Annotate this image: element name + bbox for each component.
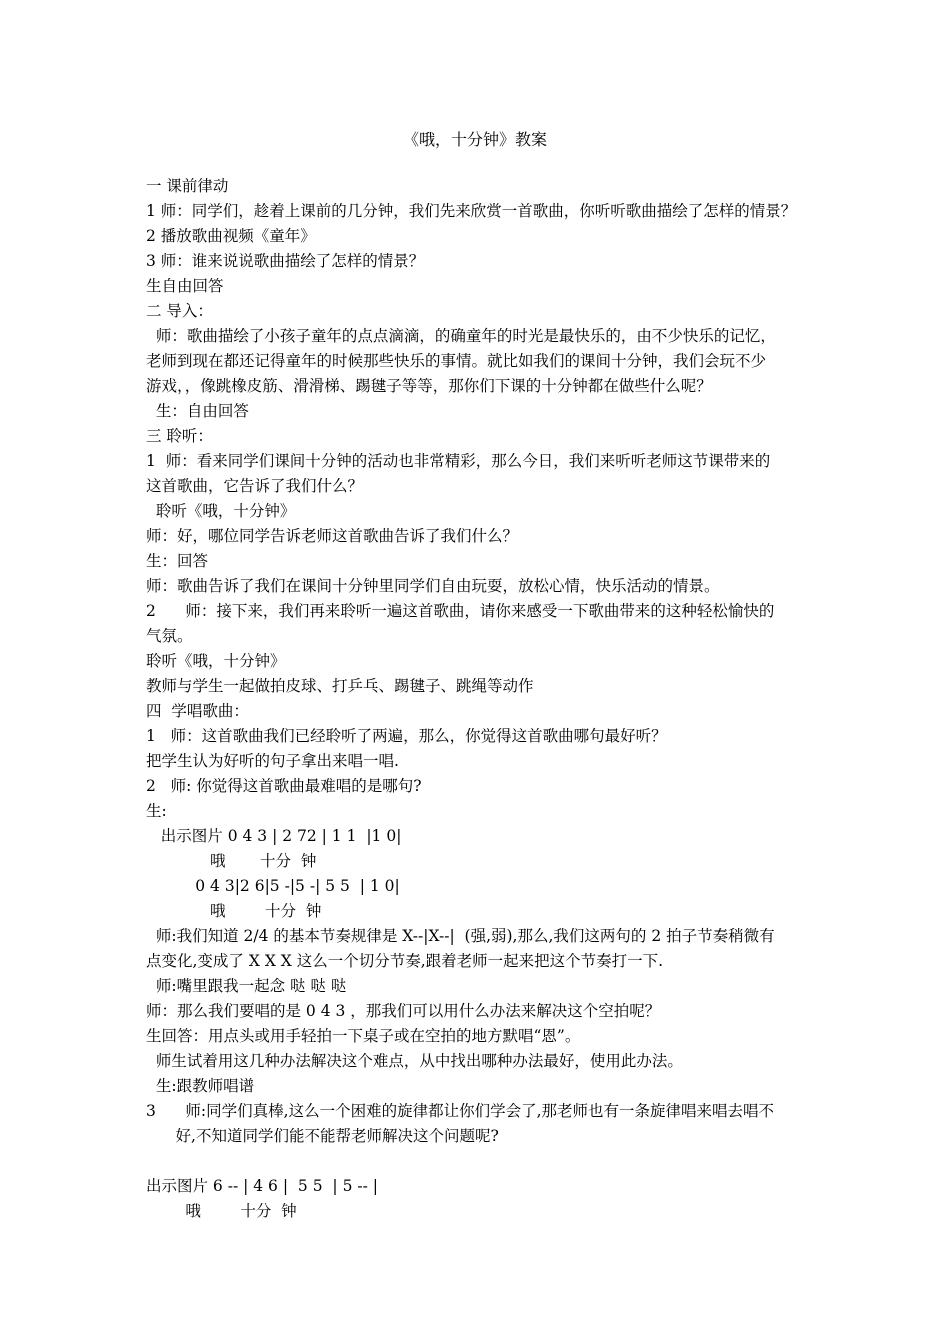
notation-line: 0 4 3|2 6|5 -|5 -| 5 5 | 1 0| xyxy=(146,877,400,895)
text-line: 生:跟教师唱谱 xyxy=(146,1077,255,1095)
text-line: 师：那么我们要唱的是 0 4 3 ，那我们可以用什么办法来解决这个空拍呢？ xyxy=(146,1002,661,1020)
text-line: 师：歌曲告诉了我们在课间十分钟里同学们自由玩耍，放松心情，快乐活动的情景。 xyxy=(146,577,720,595)
text-line: 师:嘴里跟我一起念 哒 哒 哒 xyxy=(146,977,347,995)
lyrics-line: 哦 十分 钟 xyxy=(146,852,317,870)
notation-line: 出示图片 6 -- | 4 6 | 5 5 | 5 -- | xyxy=(146,1177,378,1195)
text-line: 师:我们知道 2/4 的基本节奏规律是 X--|X--| (强,弱),那么,我们这两句的 2 拍子节奏稍微有 xyxy=(146,927,775,945)
text-line: 生: xyxy=(146,802,167,820)
text-line: 1 师：这首歌曲我们已经聆听了两遍，那么，你觉得这首歌曲哪句最好听？ xyxy=(146,727,667,745)
text-line: 2 师: 你觉得这首歌曲最难唱的是哪句? xyxy=(146,777,422,795)
text-line: 1 师：同学们，趁着上课前的几分钟，我们先来欣赏一首歌曲，你听听歌曲描绘了怎样的情景？ xyxy=(146,202,797,220)
text-line: 四 学唱歌曲： xyxy=(146,702,249,720)
text-line: 生：回答 xyxy=(146,552,209,570)
text-line: 聆听《哦，十分钟》 xyxy=(146,502,296,520)
text-line: 生自由回答 xyxy=(146,277,224,295)
text-line: 一 课前律动 xyxy=(146,177,229,195)
text-line: 师：好，哪位同学告诉老师这首歌曲告诉了我们什么？ xyxy=(146,527,519,545)
lyrics-line: 哦 十分 钟 xyxy=(146,902,322,920)
text-line: 三 聆听： xyxy=(146,427,213,445)
text-line: 把学生认为好听的句子拿出来唱一唱. xyxy=(146,752,399,770)
text-line: 气氛。 xyxy=(146,627,193,645)
text-line: 师：歌曲描绘了小孩子童年的点点滴滴，的确童年的时光是最快乐的，由不少快乐的记忆， xyxy=(146,327,776,345)
document-title: 《哦，十分钟》教案 xyxy=(402,130,547,149)
text-line: 3 师:同学们真棒,这么一个困难的旋律都让你们学会了,那老师也有一条旋律唱来唱去唱不 xyxy=(146,1102,775,1120)
text-line: 聆听《哦，十分钟》 xyxy=(146,652,286,670)
text-line: 1 师：看来同学们课间十分钟的活动也非常精彩，那么今日，我们来听听老师这节课带来的 xyxy=(146,452,771,470)
text-line: 好,不知道同学们能不能帮老师解决这个问题呢? xyxy=(146,1127,499,1145)
text-line: 生回答：用点头或用手轻拍一下桌子或在空拍的地方默唱“恩”。 xyxy=(146,1027,581,1045)
text-line: 2 播放歌曲视频《童年》 xyxy=(146,227,316,245)
text-line: 老师到现在都还记得童年的时候那些快乐的事情。就比如我们的课间十分钟，我们会玩不少 xyxy=(146,352,767,370)
text-line: 二 导入： xyxy=(146,302,213,320)
text-line: 生：自由回答 xyxy=(146,402,249,420)
text-line: 师生试着用这几种办法解决这个难点，从中找出哪种办法最好，使用此办法。 xyxy=(146,1052,683,1070)
text-line: 3 师：谁来说说歌曲描绘了怎样的情景？ xyxy=(146,252,425,270)
text-line: 2 师：接下来，我们再来聆听一遍这首歌曲，请你来感受一下歌曲带来的这种轻松愉快的 xyxy=(146,602,775,620)
notation-line: 出示图片 0 4 3 | 2 72 | 1 1 |1 0| xyxy=(146,827,402,845)
text-line: 这首歌曲，它告诉了我们什么？ xyxy=(146,477,364,495)
lyrics-line: 哦 十分 钟 xyxy=(146,1202,297,1220)
text-line: 游戏，，像跳橡皮筋、滑滑梯、踢毽子等等，那你们下课的十分钟都在做些什么呢？ xyxy=(146,377,712,395)
text-line: 教师与学生一起做拍皮球、打乒乓、踢毽子、跳绳等动作 xyxy=(146,677,534,695)
text-line: 点变化,变成了 X X X 这么一个切分节奏,跟着老师一起来把这个节奏打一下. xyxy=(146,952,664,970)
